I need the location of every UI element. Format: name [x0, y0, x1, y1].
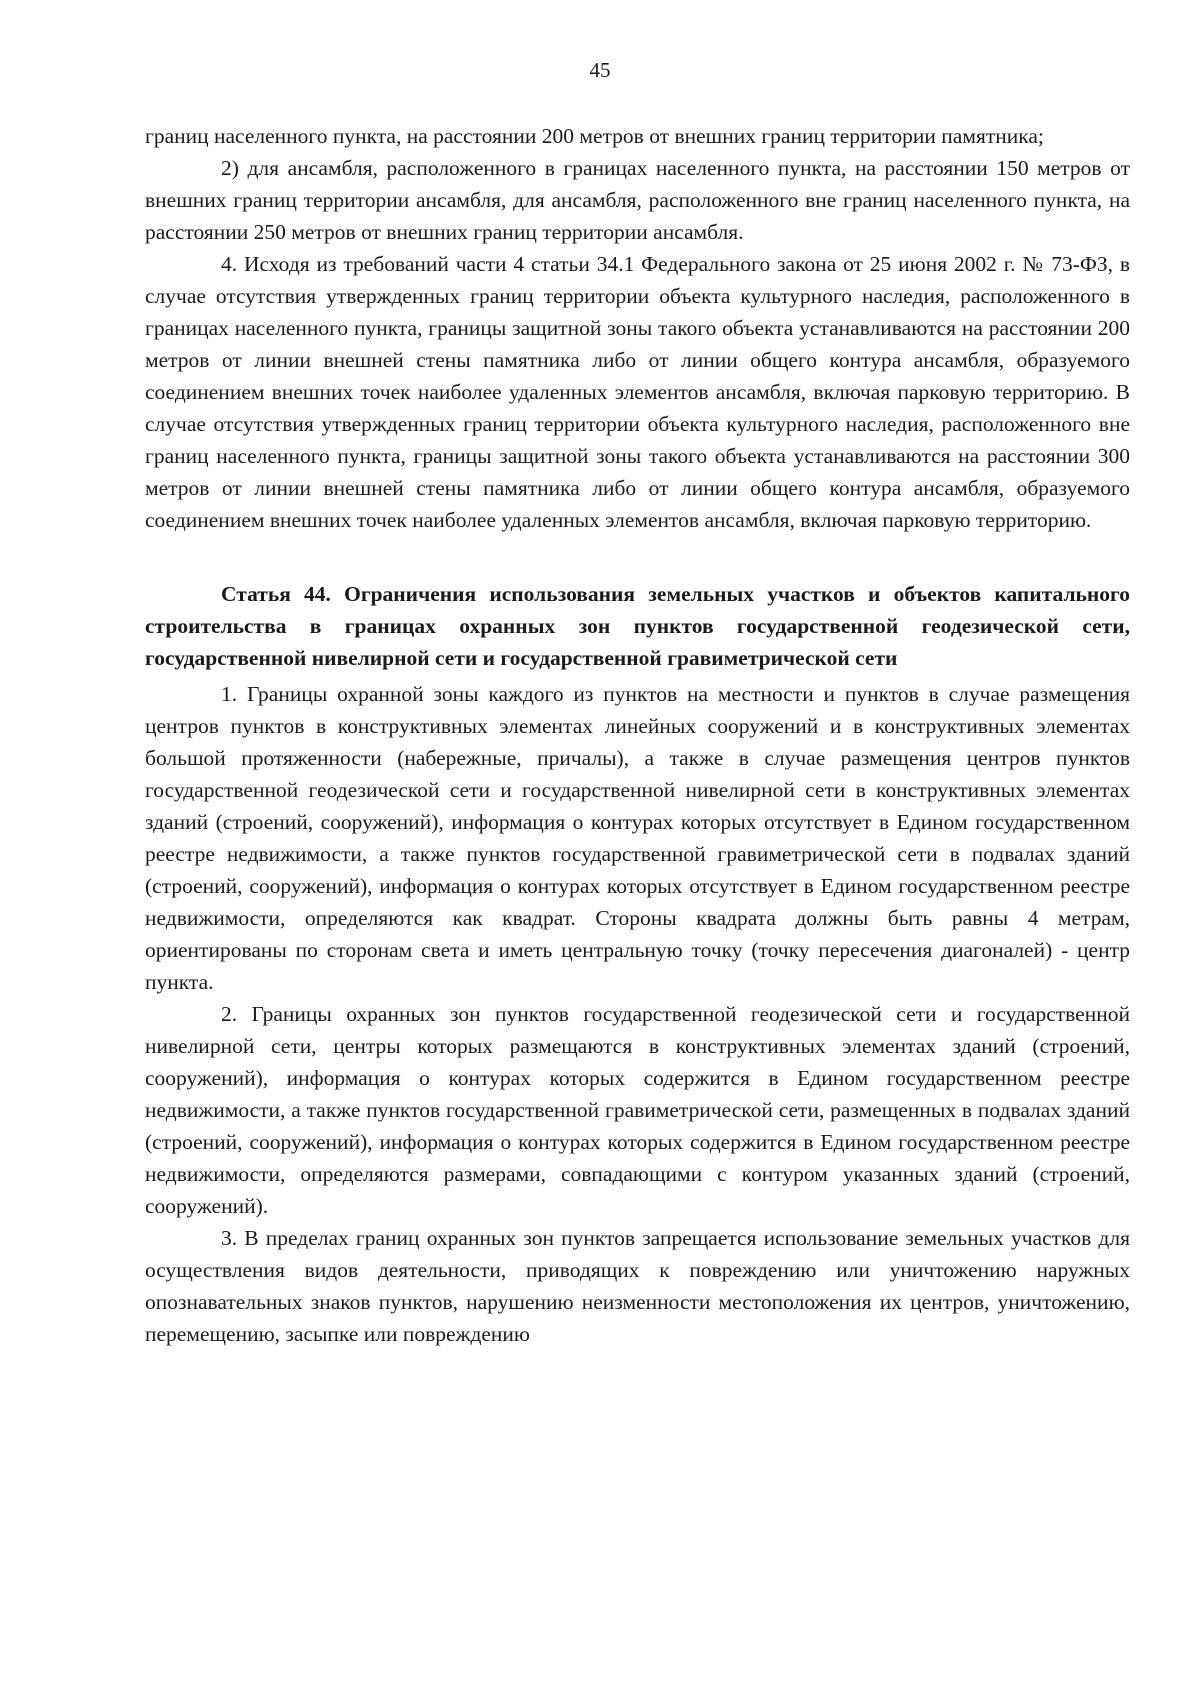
article-44-clause-2: 2. Границы охранных зон пунктов государственной геодезической сети и государственной нивелирной сети, центры которых размещаются в конструктивных элементах зданий (строений, сооружений), информация о контурах которых содержится в Едином государственном реестре недвижимости, а также пунктов государственной гравиметрической сети, размещенных в подвалах зданий (строений, сооружений), информация о контурах которых содержится в Едином государственном реестре недвижимости, определяются размерами, совпадающими с контуром указанных зданий (строений, сооружений).: [145, 1002, 1130, 1218]
page-number: 45: [589, 58, 611, 82]
article-44-clause-3: 3. В пределах границ охранных зон пунктов запрещается использование земельных участков для осуществления видов деятельности, приводящих к повреждению или уничтожению наружных опознавательных знаков пунктов, нарушению неизменности местоположения их центров, уничтожению, перемещению, засыпке или повреждению: [145, 1226, 1130, 1346]
paragraph-item-4: 4. Исходя из требований части 4 статьи 34.1 Федерального закона от 25 июня 2002 г. № 73-ФЗ, в случае отсутствия утвержденных границ территории объекта культурного наследия, расположенного в границах населенного пункта, границы защитной зоны такого объекта устанавливаются на расстоянии 200 метров от линии внешней стены памятника либо от линии общего контура ансамбля, образуемого соединением внешних точек наиболее удаленных элементов ансамбля, включая парковую территорию. В случае отсутствия утвержденных границ территории объекта культурного наследия, расположенного вне границ населенного пункта, границы защитной зоны такого объекта устанавливаются на расстоянии 300 метров от линии внешней стены памятника либо от линии общего контура ансамбля, образуемого соединением внешних точек наиболее удаленных элементов ансамбля, включая парковую территорию.: [145, 252, 1130, 532]
article-44-clause-1: 1. Границы охранной зоны каждого из пунктов на местности и пунктов в случае размещения центров пунктов в конструктивных элементах линейных сооружений и в конструктивных элементах большой протяженности (набережные, причалы), а также в случае размещения центров пунктов государственной геодезической сети и государственной нивелирной сети в конструктивных элементах зданий (строений, сооружений), информация о контурах которых отсутствует в Едином государственном реестре недвижимости, а также пунктов государственной гравиметрической сети в подвалах зданий (строений, сооружений), информация о контурах которых отсутствует в Едином государственном реестре недвижимости, определяются как квадрат. Стороны квадрата должны быть равны 4 метрам, ориентированы по сторонам света и иметь центральную точку (точку пересечения диагоналей) - центр пункта.: [145, 682, 1130, 994]
paragraph-continuation: границ населенного пункта, на расстоянии 200 метров от внешних границ территории памятника;: [145, 124, 1044, 148]
paragraph-item-2: 2) для ансамбля, расположенного в границах населенного пункта, на расстоянии 150 метров от внешних границ территории ансамбля, для ансамбля, расположенного вне границ населенного пункта, на расстоянии 250 метров от внешних границ территории ансамбля.: [145, 156, 1130, 244]
article-44-heading: Статья 44. Ограничения использования земельных участков и объектов капитального строительства в границах охранных зон пунктов государственной геодезической сети, государственной нивелирной сети и государственной гравиметрической сети: [145, 582, 1130, 670]
document-body: [145, 120, 1130, 1350]
